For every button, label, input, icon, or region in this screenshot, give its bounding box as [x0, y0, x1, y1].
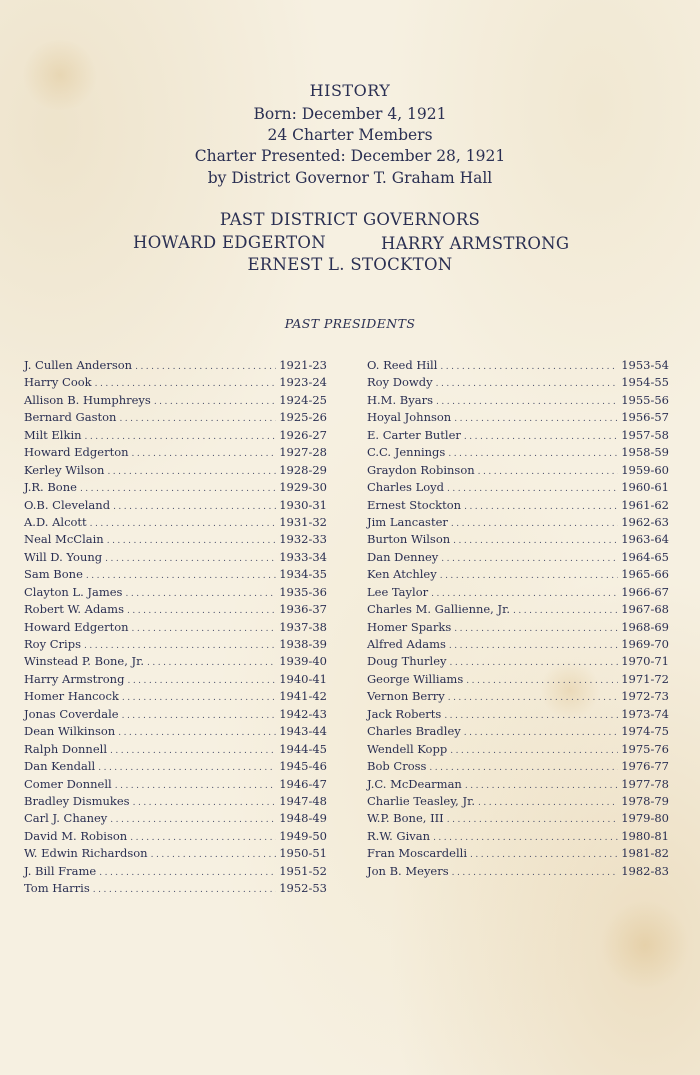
president-row: [367, 654, 669, 671]
president-row: [367, 498, 669, 515]
president-name: Wendell Kopp: [367, 741, 448, 756]
president-row: [367, 428, 669, 445]
president-row: [367, 393, 669, 410]
dot-leader: [464, 432, 618, 442]
president-years: 1967-68: [621, 602, 669, 617]
president-row: [367, 689, 669, 706]
president-years: 1925-26: [279, 410, 327, 425]
president-years: 1977-78: [621, 776, 669, 791]
president-name: Doug Thurley: [367, 654, 447, 669]
president-years: 1978-79: [621, 793, 669, 808]
president-name: Burton Wilson: [367, 532, 451, 547]
president-years: 1962-63: [621, 514, 669, 529]
president-years: 1935-36: [279, 584, 327, 599]
president-row: [367, 637, 669, 654]
president-years: 1927-28: [279, 445, 327, 460]
president-name: C.C. Jennings: [367, 445, 446, 460]
dot-leader: [122, 693, 276, 703]
president-years: 1933-34: [279, 549, 327, 564]
president-row: [367, 742, 669, 759]
president-name: R.W. Givan: [367, 828, 431, 843]
president-years: 1963-64: [621, 532, 669, 547]
president-name: Lee Taylor: [367, 584, 429, 599]
president-years: 1940-41: [279, 671, 327, 686]
dot-leader: [436, 379, 619, 389]
president-years: 1955-56: [621, 392, 669, 407]
president-name: Dan Denney: [367, 549, 439, 564]
president-row: [24, 742, 327, 759]
dot-leader: [452, 868, 619, 878]
president-row: [24, 794, 327, 811]
president-years: 1948-49: [279, 811, 327, 826]
dot-leader: [431, 589, 618, 599]
president-years: 1968-69: [621, 619, 669, 634]
dot-leader: [454, 624, 618, 634]
dot-leader: [105, 554, 276, 564]
dot-leader: [444, 711, 618, 721]
president-name: O. Reed Hill: [367, 358, 438, 372]
dot-leader: [86, 571, 276, 581]
past-governors-title: PAST DISTRICT GOVERNORS: [219, 210, 481, 229]
president-row: [24, 672, 327, 689]
president-years: 1924-25: [279, 392, 327, 407]
dot-leader: [127, 676, 276, 686]
president-name: H.M. Byars: [367, 392, 433, 407]
paper-stain: [600, 900, 690, 990]
president-name: Jon B. Meyers: [367, 863, 449, 878]
president-years: 1953-54: [621, 358, 669, 372]
president-row: [24, 480, 327, 497]
president-years: 1921-23: [279, 358, 327, 372]
president-years: 1971-72: [621, 671, 669, 686]
president-row: [24, 759, 327, 776]
president-years: 1975-76: [621, 741, 669, 756]
president-row: [367, 463, 669, 480]
president-row: [24, 881, 327, 898]
dot-leader: [135, 362, 276, 372]
president-row: [24, 864, 327, 881]
dot-leader: [110, 815, 276, 825]
president-row: [24, 393, 327, 410]
past-presidents-title: PAST PRESIDENTS: [284, 316, 416, 331]
president-name: Winstead P. Bone, Jr.: [24, 654, 145, 669]
dot-leader: [478, 467, 619, 477]
president-name: Dan Kendall: [24, 759, 96, 774]
president-years: 1979-80: [621, 811, 669, 826]
governor-name: HARRY ARMSTRONG: [381, 234, 570, 253]
president-name: Milt Elkin: [24, 427, 82, 442]
dot-leader: [84, 641, 276, 651]
dot-leader: [151, 850, 277, 860]
president-name: Howard Edgerton: [24, 445, 129, 460]
president-row: [24, 689, 327, 706]
president-years: 1939-40: [279, 654, 327, 669]
president-name: Tom Harris: [24, 881, 90, 896]
president-name: Charlie Teasley, Jr.: [367, 793, 475, 808]
dot-leader: [441, 554, 618, 564]
president-row: [24, 637, 327, 654]
president-name: E. Carter Butler: [367, 427, 461, 442]
dot-leader: [453, 536, 618, 546]
dot-leader: [132, 624, 277, 634]
president-row: [24, 428, 327, 445]
dot-leader: [447, 815, 618, 825]
dot-leader: [132, 449, 277, 459]
president-row: [367, 602, 669, 619]
president-name: W. Edwin Richardson: [24, 846, 148, 861]
president-row: [24, 358, 327, 375]
dot-leader: [454, 414, 618, 424]
president-row: [367, 532, 669, 549]
president-name: Ernest Stockton: [367, 497, 462, 512]
dot-leader: [450, 658, 619, 668]
president-years: 1972-73: [621, 689, 669, 704]
president-years: 1965-66: [621, 567, 669, 582]
president-years: 1937-38: [279, 619, 327, 634]
president-years: 1970-71: [621, 654, 669, 669]
president-years: 1952-53: [279, 881, 327, 896]
dot-leader: [110, 746, 276, 756]
dot-leader: [429, 763, 618, 773]
president-row: [24, 463, 327, 480]
president-name: Bradley Dismukes: [24, 793, 130, 808]
president-name: Carl J. Chaney: [24, 811, 108, 826]
president-years: 1930-31: [279, 497, 327, 512]
president-name: Ralph Donnell: [24, 741, 107, 756]
president-name: J. Cullen Anderson: [24, 358, 133, 372]
president-years: 1947-48: [279, 793, 327, 808]
president-row: [24, 532, 327, 549]
president-name: J.R. Bone: [24, 480, 77, 495]
president-name: Allison B. Humphreys: [24, 392, 151, 407]
president-years: 1956-57: [621, 410, 669, 425]
president-name: Homer Sparks: [367, 619, 452, 634]
dot-leader: [464, 502, 618, 512]
dot-leader: [513, 606, 618, 616]
president-name: Graydon Robinson: [367, 462, 475, 477]
president-name: Robert W. Adams: [24, 602, 124, 617]
president-years: 1946-47: [279, 776, 327, 791]
president-row: [24, 707, 327, 724]
president-name: Comer Donnell: [24, 776, 112, 791]
dot-leader: [470, 850, 618, 860]
president-name: Hoyal Johnson: [367, 410, 452, 425]
president-years: 1931-32: [279, 514, 327, 529]
president-years: 1974-75: [621, 724, 669, 739]
president-years: 1950-51: [279, 846, 327, 861]
dot-leader: [451, 519, 618, 529]
dot-leader: [147, 658, 276, 668]
president-row: [24, 654, 327, 671]
president-name: Roy Dowdy: [367, 375, 433, 390]
president-name: Jack Roberts: [367, 706, 442, 721]
dot-leader: [93, 885, 276, 895]
president-row: [367, 375, 669, 392]
president-row: [367, 846, 669, 863]
president-row: [367, 724, 669, 741]
president-years: 1944-45: [279, 741, 327, 756]
born-date: Born: December 4, 1921: [253, 105, 447, 123]
presidents-column-right: [367, 358, 669, 881]
president-row: [367, 445, 669, 462]
president-years: 1976-77: [621, 759, 669, 774]
president-name: Kerley Wilson: [24, 462, 105, 477]
dot-leader: [125, 589, 276, 599]
president-years: 1923-24: [279, 375, 327, 390]
president-row: [367, 480, 669, 497]
dot-leader: [447, 484, 618, 494]
president-row: [367, 864, 669, 881]
dot-leader: [466, 676, 618, 686]
president-name: Neal McClain: [24, 532, 104, 547]
president-years: 1981-82: [621, 846, 669, 861]
dot-leader: [119, 414, 276, 424]
president-name: W.P. Bone, III: [367, 811, 444, 826]
dot-leader: [440, 571, 619, 581]
president-years: 1954-55: [621, 375, 669, 390]
dot-leader: [133, 798, 277, 808]
president-name: Bob Cross: [367, 759, 427, 774]
president-name: Dean Wilkinson: [24, 724, 116, 739]
dot-leader: [448, 449, 618, 459]
president-years: 1960-61: [621, 480, 669, 495]
president-years: 1932-33: [279, 532, 327, 547]
president-row: [24, 846, 327, 863]
governor-name: HOWARD EDGERTON: [133, 233, 326, 252]
president-years: 1928-29: [279, 462, 327, 477]
president-row: [24, 829, 327, 846]
dot-leader: [99, 868, 276, 878]
president-row: [367, 777, 669, 794]
president-years: 1959-60: [621, 462, 669, 477]
president-row: [367, 410, 669, 427]
president-row: [24, 724, 327, 741]
president-name: Bernard Gaston: [24, 410, 117, 425]
charter-presented: Charter Presented: December 28, 1921: [194, 147, 506, 165]
dot-leader: [154, 397, 276, 407]
president-name: O.B. Cleveland: [24, 497, 111, 512]
president-years: 1961-62: [621, 497, 669, 512]
dot-leader: [127, 606, 276, 616]
president-row: [24, 602, 327, 619]
president-name: David M. Robison: [24, 828, 128, 843]
president-row: [24, 620, 327, 637]
president-years: 1973-74: [621, 706, 669, 721]
president-years: 1942-43: [279, 706, 327, 721]
president-name: Charles Loyd: [367, 480, 445, 495]
president-row: [367, 759, 669, 776]
president-row: [367, 707, 669, 724]
president-name: Alfred Adams: [367, 637, 446, 651]
president-name: Sam Bone: [24, 567, 83, 582]
president-row: [24, 445, 327, 462]
president-years: 1964-65: [621, 549, 669, 564]
president-row: [24, 811, 327, 828]
president-row: [24, 585, 327, 602]
history-title: HISTORY: [309, 81, 391, 100]
presidents-column-left: [24, 358, 327, 899]
president-row: [367, 358, 669, 375]
president-row: [24, 567, 327, 584]
president-name: Roy Crips: [24, 637, 81, 651]
president-name: Harry Armstrong: [24, 671, 125, 686]
president-row: [367, 620, 669, 637]
president-years: 1966-67: [621, 584, 669, 599]
president-name: Harry Cook: [24, 375, 92, 390]
dot-leader: [436, 397, 618, 407]
president-years: 1980-81: [621, 828, 669, 843]
president-years: 1949-50: [279, 828, 327, 843]
dot-leader: [98, 763, 276, 773]
dot-leader: [449, 641, 618, 651]
dot-leader: [113, 502, 276, 512]
dot-leader: [465, 781, 618, 791]
president-years: 1957-58: [621, 427, 669, 442]
president-name: Will D. Young: [24, 549, 103, 564]
dot-leader: [433, 833, 618, 843]
president-name: Vernon Berry: [367, 689, 445, 704]
president-years: 1926-27: [279, 427, 327, 442]
president-name: Homer Hancock: [24, 689, 119, 704]
president-name: Charles M. Gallienne, Jr.: [367, 602, 510, 617]
president-row: [367, 515, 669, 532]
president-row: [367, 811, 669, 828]
dot-leader: [464, 728, 618, 738]
president-row: [367, 585, 669, 602]
dot-leader: [478, 798, 618, 808]
president-years: 1938-39: [279, 637, 327, 651]
president-row: [24, 777, 327, 794]
president-name: Ken Atchley: [367, 567, 437, 582]
president-name: George Williams: [367, 671, 464, 686]
dot-leader: [80, 484, 276, 494]
dot-leader: [90, 519, 277, 529]
president-years: 1969-70: [621, 637, 669, 651]
president-name: J.C. McDearman: [367, 776, 462, 791]
president-row: [24, 550, 327, 567]
president-row: [367, 829, 669, 846]
dot-leader: [118, 728, 276, 738]
president-name: Jim Lancaster: [367, 514, 448, 529]
president-years: 1943-44: [279, 724, 327, 739]
president-years: 1941-42: [279, 689, 327, 704]
president-years: 1934-35: [279, 567, 327, 582]
president-years: 1958-59: [621, 445, 669, 460]
president-years: 1945-46: [279, 759, 327, 774]
president-row: [367, 672, 669, 689]
president-name: Jonas Coverdale: [24, 706, 119, 721]
dot-leader: [122, 711, 277, 721]
president-name: Clayton L. James: [24, 584, 123, 599]
president-row: [367, 567, 669, 584]
dot-leader: [448, 693, 619, 703]
president-years: 1982-83: [621, 863, 669, 878]
charter-members: 24 Charter Members: [267, 126, 433, 144]
president-row: [24, 375, 327, 392]
president-years: 1951-52: [279, 863, 327, 878]
dot-leader: [130, 833, 276, 843]
dot-leader: [440, 362, 618, 372]
president-row: [24, 498, 327, 515]
presented-by: by District Governor T. Graham Hall: [207, 169, 493, 187]
dot-leader: [85, 432, 277, 442]
president-name: A.D. Alcott: [24, 514, 87, 529]
president-name: Fran Moscardelli: [367, 846, 467, 861]
dot-leader: [450, 746, 618, 756]
dot-leader: [107, 536, 277, 546]
president-name: J. Bill Frame: [24, 863, 97, 878]
president-name: Charles Bradley: [367, 724, 461, 739]
president-years: 1936-37: [279, 602, 327, 617]
dot-leader: [95, 379, 277, 389]
president-name: Howard Edgerton: [24, 619, 129, 634]
dot-leader: [107, 467, 276, 477]
president-row: [367, 794, 669, 811]
president-row: [24, 515, 327, 532]
president-row: [24, 410, 327, 427]
president-years: 1929-30: [279, 480, 327, 495]
president-row: [367, 550, 669, 567]
dot-leader: [115, 781, 276, 791]
governor-name: ERNEST L. STOCKTON: [247, 255, 453, 274]
